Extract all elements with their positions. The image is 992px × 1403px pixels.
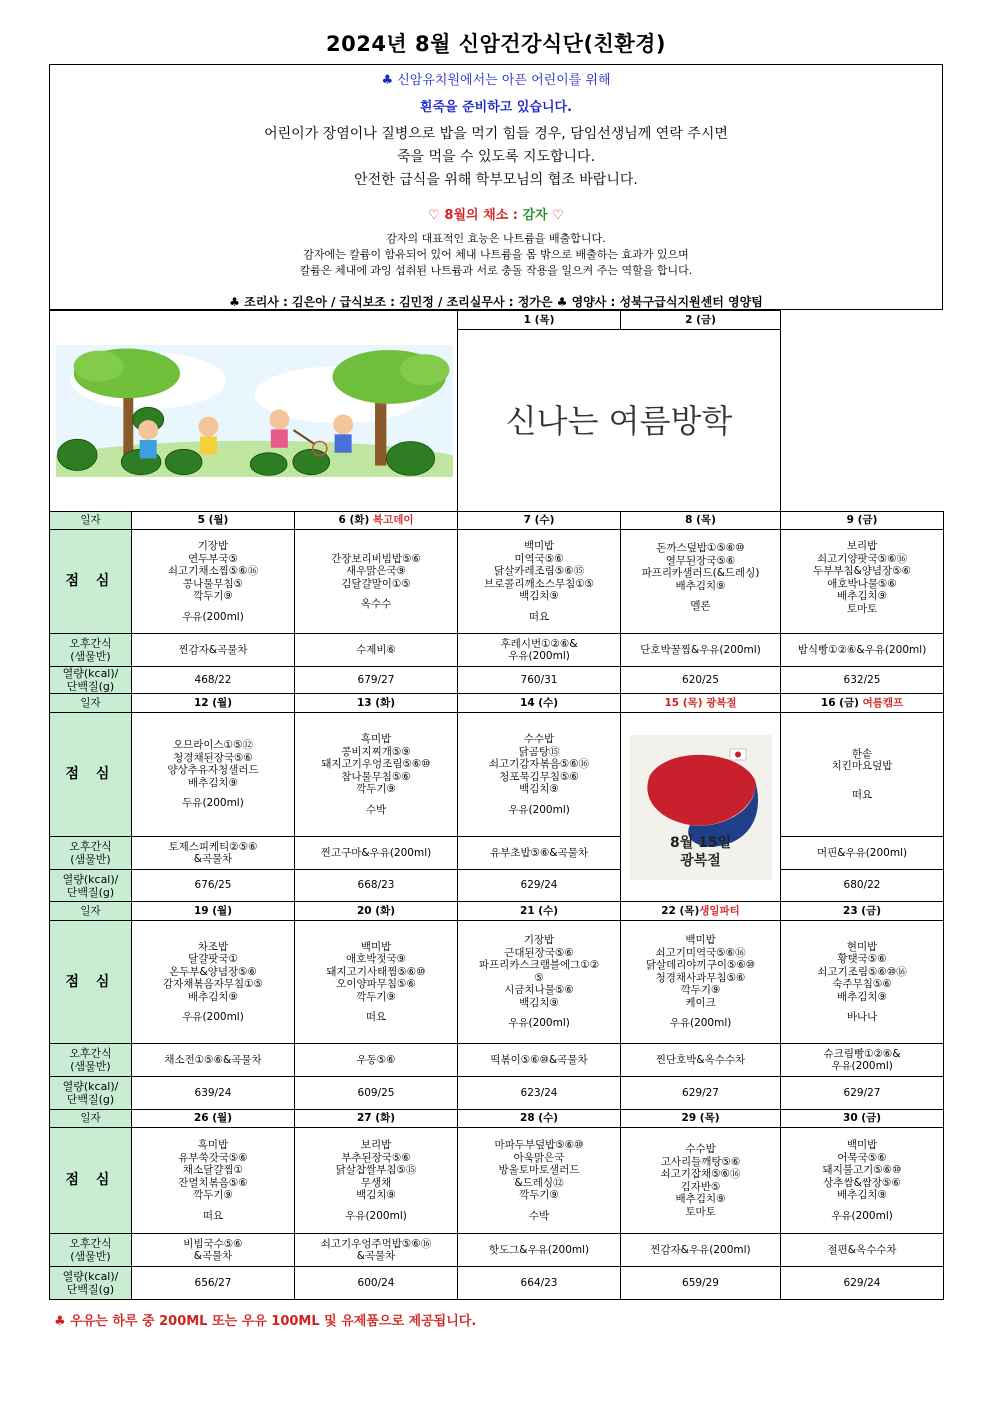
menu-item: 황탯국⑤⑥ — [837, 953, 887, 965]
lunch-label: 점 심 — [50, 921, 132, 1044]
kcal-cell: 609/25 — [295, 1077, 458, 1110]
menu-item: 온두부&양념장⑤⑥ — [169, 965, 257, 978]
holiday-poster-cell — [621, 713, 781, 902]
menu-item: 배추김치⑨ — [837, 590, 888, 602]
menu-item: 깍두기⑨ — [193, 1189, 233, 1201]
menu-item: 떠요 — [365, 1011, 387, 1023]
line-gap — [621, 1009, 780, 1017]
line-gap — [781, 1003, 943, 1011]
menu-item: 백미밥 — [523, 540, 555, 552]
line-gap — [132, 1202, 294, 1210]
menu-item: 돈까스덮밥①⑤⑥⑩ — [656, 542, 745, 555]
day-date: 22 (목) — [661, 904, 700, 917]
day-header — [781, 694, 944, 713]
kcal-cell: 468/22 — [132, 667, 295, 694]
menu-item: 우유(200ml) — [345, 1209, 407, 1222]
menu-item: 흑미밥 — [360, 733, 392, 745]
menu-item: 현미밥 — [846, 940, 878, 953]
snack-cell: 밤식빵①②⑥&우유(200ml) — [781, 634, 944, 667]
kcal-cell: 668/23 — [295, 870, 458, 902]
snack-cell: 후레시번①②⑥& 우유(200ml) — [458, 634, 621, 667]
lunch-label: 점 심 — [50, 713, 132, 837]
menu-item: 새우맑은국⑨ — [345, 565, 407, 577]
menu-item: 돼지고기우엉조림⑤⑥⑩ — [321, 758, 431, 770]
kcal-cell: 676/25 — [132, 870, 295, 902]
menu-item: 닭살카레조림⑤⑥⑮ — [493, 565, 585, 577]
day-date: 29 (목) — [681, 1112, 720, 1125]
snack-cell: 찐감자&우유(200ml) — [621, 1234, 781, 1267]
menu-item: 백김치⑨ — [519, 996, 559, 1009]
snack-cell: 찐고구마&우유(200ml) — [295, 837, 458, 870]
menu-item: 수박 — [528, 1209, 550, 1222]
menu-item: 닭곰탕⑮ — [518, 745, 560, 758]
menu-item: 애호박젓국⑨ — [345, 953, 407, 965]
day-header — [132, 694, 295, 713]
day-header — [781, 512, 944, 530]
day-header — [781, 902, 944, 921]
day-header — [458, 1110, 621, 1128]
menu-item: 어묵국⑤⑥ — [837, 1151, 887, 1164]
lunch-cell — [458, 1128, 621, 1234]
day-event: 여름캠프 — [862, 696, 904, 709]
staff-line: ♣ 조리사 : 김은아 / 급식보조 : 김민정 / 조리실무사 : 정가은 ♣ 영양사 : 성북구급식지원센터 영양팀 — [229, 295, 763, 309]
kcal-cell: 632/25 — [781, 667, 944, 694]
lunch-cell — [781, 713, 944, 837]
menu-item: 배추김치⑨ — [837, 1189, 888, 1201]
snack-cell: 유부초밥⑤⑥&곡물차 — [458, 837, 621, 870]
snack-cell: 머핀&우유(200ml) — [781, 837, 944, 870]
menu-item: 배추김치⑨ — [675, 1193, 726, 1205]
menu-item: 보리밥 — [846, 540, 878, 552]
liberation-day-poster — [630, 735, 772, 880]
snack-cell: 단호박꿀찜&우유(200ml) — [621, 634, 781, 667]
snack-cell: 떡볶이⑤⑥⑩&곡물차 — [458, 1044, 621, 1077]
menu-item: 떠요 — [851, 788, 873, 801]
menu-item: 파프리카샐러드(&드레싱) — [641, 567, 760, 580]
kcal-cell: 600/24 — [295, 1267, 458, 1300]
menu-item: 상추쌈&쌈장⑤⑥ — [823, 1176, 901, 1189]
snack-cell: 핫도그&우유(200ml) — [458, 1234, 621, 1267]
date-label: 일자 — [50, 1110, 132, 1128]
vacation-banner: 신나는 여름방학 — [505, 401, 733, 440]
menu-item: 한솥 — [851, 747, 873, 760]
line-gap — [458, 603, 620, 611]
vegetable-of-month — [50, 204, 942, 223]
kcal-label: 열량(kcal)/ 단백질(g) — [50, 1077, 132, 1110]
kcal-label: 열량(kcal)/ 단백질(g) — [50, 1267, 132, 1300]
snack-label: 오후간식 (샘물반) — [50, 1234, 132, 1267]
lunch-cell — [132, 1128, 295, 1234]
line-gap — [621, 613, 780, 621]
menu-item: 닭살데리야끼구이⑤⑥⑩ — [645, 959, 756, 972]
line-gap — [781, 781, 943, 789]
kcal-cell: 620/25 — [621, 667, 781, 694]
snack-cell: 절편&옥수수차 — [781, 1234, 944, 1267]
snack-cell: 쇠고기우엉주먹밥⑤⑥⑯ &곡물차 — [295, 1234, 458, 1267]
notice-line-3: 어린이가 장염이나 질병으로 밥을 먹기 힘들 경우, 담임선생님께 연락 주시면 — [264, 126, 728, 142]
menu-item: 청경채된장국⑤⑥ — [173, 751, 253, 764]
snack-cell: 토제스피케티②⑤⑥ &곡물차 — [132, 837, 295, 870]
menu-item: 배추김치⑨ — [837, 990, 888, 1003]
menu-item: 치킨마요덮밥 — [831, 760, 893, 773]
day-date: 5 (월) — [197, 514, 229, 527]
day-header — [621, 902, 781, 921]
menu-item: 두부부침&양념장⑤⑥ — [813, 565, 912, 577]
day-date: 27 (화) — [357, 1112, 396, 1125]
menu-item: 오므라이스①⑤⑫ — [172, 739, 254, 752]
kcal-cell: 664/23 — [458, 1267, 621, 1300]
menu-item: 우유(200ml) — [669, 1017, 732, 1030]
day-date: 30 (금) — [843, 1112, 882, 1125]
menu-item: ⑤ — [534, 971, 544, 984]
line-gap — [458, 796, 620, 804]
lunch-cell — [781, 530, 944, 634]
menu-item: 우유(200ml) — [182, 610, 244, 623]
day-date: 13 (화) — [357, 696, 396, 709]
menu-item: 쇠고기양팟국⑤⑥⑯ — [816, 552, 908, 565]
lunch-cell — [621, 530, 781, 634]
line-gap — [781, 773, 943, 781]
lunch-cell — [132, 921, 295, 1044]
lunch-cell — [621, 921, 781, 1044]
day-1: 1 (목) — [458, 311, 621, 330]
lunch-label: 점 심 — [50, 1128, 132, 1234]
snack-cell: 수제비⑥ — [295, 634, 458, 667]
kcal-cell: 659/29 — [621, 1267, 781, 1300]
day-header — [295, 694, 458, 713]
day-header — [295, 1110, 458, 1128]
snack-cell: 찐단호박&옥수수차 — [621, 1044, 781, 1077]
lunch-cell — [458, 921, 621, 1044]
menu-item: 케이크 — [685, 996, 716, 1009]
veg-desc-3: 칼륨은 체내에 과잉 섭취된 나트륨과 서로 충돌 작용을 일으켜 주는 역할을 합니다. — [299, 264, 693, 277]
menu-item: 돼지불고기⑤⑥⑩ — [822, 1164, 902, 1176]
line-gap — [458, 1009, 620, 1017]
menu-item: 브로콜리깨소스무침①⑤ — [483, 577, 595, 590]
line-gap — [132, 789, 294, 797]
day-event: 생일파티 — [699, 904, 740, 917]
menu-item: 오이양파무침⑤⑥ — [336, 978, 416, 990]
menu-item: 백김치⑨ — [356, 1189, 396, 1201]
line-gap — [132, 603, 294, 611]
vacation-cell — [458, 330, 781, 512]
snack-cell: 우동⑤⑥ — [295, 1044, 458, 1077]
notice-body — [50, 123, 942, 192]
day-date: 21 (수) — [520, 904, 559, 917]
snack-cell: 슈크림빵①②⑥& 우유(200ml) — [781, 1044, 944, 1077]
lunch-cell — [621, 1128, 781, 1234]
lunch-cell — [781, 1128, 944, 1234]
menu-item: 깍두기⑨ — [356, 990, 396, 1003]
day-date: 20 (화) — [357, 904, 396, 917]
day-date: 8 (목) — [685, 514, 716, 527]
day-date: 15 (목) 광복절 — [664, 696, 737, 709]
snack-label: 오후간식 (샘물반) — [50, 634, 132, 667]
menu-item: 애호박나물⑤⑥ — [827, 577, 897, 590]
veg-prefix: ♡ 8월의 채소 : — [428, 208, 523, 223]
day-header — [621, 1110, 781, 1128]
line-gap — [295, 1003, 457, 1011]
line-gap — [295, 545, 457, 553]
menu-item: 배추김치⑨ — [188, 990, 238, 1003]
notice-line-5: 안전한 급식을 위해 학부모님의 협조 바랍니다. — [354, 172, 638, 188]
date-label: 일자 — [50, 512, 132, 530]
menu-item: 기장밥 — [197, 540, 229, 552]
menu-item: 배추김치⑨ — [675, 579, 726, 592]
menu-item: 우유(200ml) — [508, 1017, 570, 1030]
menu-item: 부추된장국⑤⑥ — [341, 1151, 411, 1164]
menu-frame — [49, 64, 943, 1300]
menu-item: 고사리들깨탕⑤⑥ — [660, 1155, 741, 1168]
menu-item: 백미밥 — [846, 1139, 878, 1151]
menu-item: 열무된장국⑤⑥ — [665, 554, 736, 567]
menu-item: 옥수수 — [360, 598, 392, 610]
menu-item: 우유(200ml) — [508, 803, 570, 816]
kcal-cell: 760/31 — [458, 667, 621, 694]
menu-item: 수수밥 — [685, 1143, 716, 1155]
menu-item: &드레싱⑫ — [514, 1176, 564, 1189]
day-date: 28 (수) — [520, 1112, 559, 1125]
menu-item: 유부쑥갓국⑤⑥ — [178, 1151, 248, 1164]
day-header — [621, 694, 781, 713]
kcal-cell: 639/24 — [132, 1077, 295, 1110]
menu-item: 시금치나물⑤⑥ — [504, 984, 574, 997]
menu-item: 콩비지찌개⑤⑨ — [341, 745, 411, 758]
menu-item: 백미밥 — [360, 940, 392, 953]
menu-item: 김자반⑤ — [680, 1180, 721, 1193]
menu-item: 멜론 — [690, 600, 711, 613]
kcal-label: 열량(kcal)/ 단백질(g) — [50, 870, 132, 902]
day-header — [458, 694, 621, 713]
day-date: 19 (월) — [193, 904, 232, 917]
line-gap — [132, 1003, 294, 1011]
notice-line-2: 흰죽을 준비하고 있습니다. — [419, 100, 573, 115]
snack-label: 오후간식 (샘물반) — [50, 837, 132, 870]
menu-item: 쇠고기잡채⑤⑥⑯ — [660, 1168, 741, 1180]
menu-item: 파프리카스크램블에그①② — [478, 959, 600, 972]
day-date: 6 (화) — [338, 514, 373, 527]
day-date: 9 (금) — [846, 514, 878, 527]
menu-item: 돼지고기사태찜⑤⑥⑩ — [326, 965, 426, 978]
menu-item: 청경채사과무침⑤⑥ — [655, 971, 746, 984]
menu-item: 토마토 — [685, 1205, 716, 1218]
menu-item: 차조밥 — [197, 940, 229, 953]
veg-desc-1: 감자의 대표적인 효능은 나트륨을 배출합니다. — [386, 232, 606, 245]
menu-item: 닭살찹쌀부침⑤⑮ — [335, 1164, 417, 1176]
day-header — [132, 1110, 295, 1128]
menu-item: 토마토 — [846, 602, 878, 615]
menu-item: 감자채볶음자무침①⑤ — [163, 978, 263, 990]
kcal-cell: 623/24 — [458, 1077, 621, 1110]
menu-item: 기장밥 — [523, 934, 555, 947]
line-gap — [781, 615, 943, 623]
day-header — [295, 902, 458, 921]
day-header — [132, 512, 295, 530]
day-header — [458, 512, 621, 530]
line-gap — [781, 1202, 943, 1210]
veg-suffix: ♡ — [547, 208, 564, 223]
menu-item: 바나나 — [846, 1011, 878, 1023]
menu-item: 백김치⑨ — [519, 590, 559, 602]
menu-item: 우유(200ml) — [831, 1209, 893, 1222]
line-gap — [295, 590, 457, 598]
menu-item: 김달걀말이①⑤ — [341, 577, 411, 590]
line-gap — [295, 1202, 457, 1210]
menu-item: 연두부국⑤ — [188, 552, 238, 565]
menu-item: 깍두기⑨ — [680, 984, 721, 997]
veg-name: 감자 — [522, 208, 548, 223]
day-header — [781, 1110, 944, 1128]
summer-kids-picture — [56, 345, 453, 476]
veg-description — [50, 231, 942, 279]
line-gap — [295, 611, 457, 619]
line-gap — [458, 1202, 620, 1210]
lunch-cell — [132, 530, 295, 634]
menu-item: 콩나물무침⑤ — [182, 577, 244, 590]
lunch-cell — [295, 921, 458, 1044]
menu-item: 쇠고기미역국⑤⑥⑯ — [655, 946, 746, 959]
day-date: 16 (금) — [820, 696, 863, 709]
menu-item: 두유(200ml) — [182, 797, 244, 810]
date-label: 일자 — [50, 694, 132, 713]
menu-item: 수박 — [365, 803, 387, 816]
lunch-label: 점 심 — [50, 530, 132, 634]
day-date: 26 (월) — [193, 1112, 232, 1125]
lunch-cell — [295, 713, 458, 837]
day-date: 14 (수) — [520, 696, 559, 709]
notice-box — [49, 64, 943, 310]
menu-item: 쇠고기조림⑤⑥⑩⑯ — [817, 965, 907, 978]
kcal-cell: 629/24 — [458, 870, 621, 902]
notice-line-1: ♣ 신암유치원에서는 아픈 어린이를 위해 — [381, 73, 611, 88]
menu-item: 마파두부덮밥⑤⑥⑩ — [494, 1139, 584, 1151]
day-date: 7 (수) — [523, 514, 555, 527]
holiday-poster-text: 8월 15일 광복절 — [669, 834, 732, 869]
kcal-label: 열량(kcal)/ 단백질(g) — [50, 667, 132, 694]
notice-line-4: 죽을 먹을 수 있도록 지도합니다. — [396, 149, 596, 165]
menu-item: 보리밥 — [360, 1139, 392, 1151]
snack-label: 오후간식 (샘물반) — [50, 1044, 132, 1077]
day-date: 23 (금) — [843, 904, 882, 917]
lunch-cell — [781, 921, 944, 1044]
menu-item: 깍두기⑨ — [193, 590, 233, 602]
day-event: 복고데이 — [372, 514, 414, 527]
menu-item: 백미밥 — [685, 934, 716, 947]
menu-item: 수수밥 — [523, 733, 555, 745]
menu-item: 우유(200ml) — [182, 1011, 244, 1023]
veg-desc-2: 감자에는 칼륨이 함유되어 있어 체내 나트륨을 몸 밖으로 배출하는 효과가 있으며 — [303, 248, 689, 261]
menu-item: 양상추유자청샐러드 — [167, 764, 259, 777]
menu-item: 쇠고기감자볶음⑤⑥⑯ — [488, 758, 590, 770]
day-date: 12 (월) — [193, 696, 232, 709]
menu-item: 미역국⑤⑥ — [514, 552, 564, 565]
menu-item: 채소달걀찜① — [182, 1164, 244, 1176]
snack-cell: 채소전①⑤⑥&곡물차 — [132, 1044, 295, 1077]
menu-item: 깍두기⑨ — [356, 783, 396, 795]
lunch-cell — [132, 713, 295, 837]
menu-item: 무생채 — [360, 1176, 392, 1189]
kcal-cell: 629/24 — [781, 1267, 944, 1300]
menu-item: 청포묵김무침⑤⑥ — [499, 770, 579, 783]
menu-item: 잔멸치볶음⑤⑥ — [178, 1176, 248, 1189]
kcal-cell: 679/27 — [295, 667, 458, 694]
page-title: 2024년 8월 신암건강식단(친환경) — [325, 32, 667, 56]
line-gap — [295, 796, 457, 804]
kcal-cell: 656/27 — [132, 1267, 295, 1300]
lunch-cell — [458, 530, 621, 634]
menu-item: 아욱맑은국 — [513, 1151, 565, 1164]
milk-footnote: ♣ 우유는 하루 중 200ML 또는 우유 100ML 및 유제품으로 제공됩니다. — [54, 1314, 477, 1329]
date-label: 일자 — [50, 902, 132, 921]
day-header — [132, 902, 295, 921]
menu-item: 흑미밥 — [197, 1139, 229, 1151]
menu-item: 달걀팟국① — [188, 953, 238, 965]
kcal-cell: 629/27 — [621, 1077, 781, 1110]
lunch-cell — [458, 713, 621, 837]
menu-item: 배추김치⑨ — [188, 776, 238, 789]
snack-cell: 비빔국수⑤⑥ &곡물차 — [132, 1234, 295, 1267]
menu-item: 깍두기⑨ — [519, 1189, 559, 1201]
day-2: 2 (금) — [621, 311, 781, 330]
menu-item: 떠요 — [202, 1209, 224, 1222]
menu-item: 떠요 — [528, 610, 550, 623]
day-header — [458, 902, 621, 921]
menu-item: 방울토마토샐러드 — [498, 1164, 580, 1176]
day-header — [621, 512, 781, 530]
menu-item: 참나물무침⑤⑥ — [341, 770, 411, 783]
snack-cell: 찐감자&곡물차 — [132, 634, 295, 667]
kcal-cell: 680/22 — [781, 870, 944, 902]
summer-illustration — [50, 311, 458, 512]
lunch-cell — [295, 530, 458, 634]
menu-item: 백김치⑨ — [519, 783, 559, 795]
menu-item: 쇠고기채소찜⑤⑥⑯ — [167, 565, 259, 577]
menu-table — [49, 310, 944, 1300]
lunch-cell — [295, 1128, 458, 1234]
menu-item: 근대된장국⑤⑥ — [504, 946, 574, 959]
kcal-cell: 629/27 — [781, 1077, 944, 1110]
menu-item: 숙주무침⑤⑥ — [832, 978, 892, 990]
day-header — [295, 512, 458, 530]
menu-item: 간장보리비빔밥⑤⑥ — [331, 552, 421, 565]
